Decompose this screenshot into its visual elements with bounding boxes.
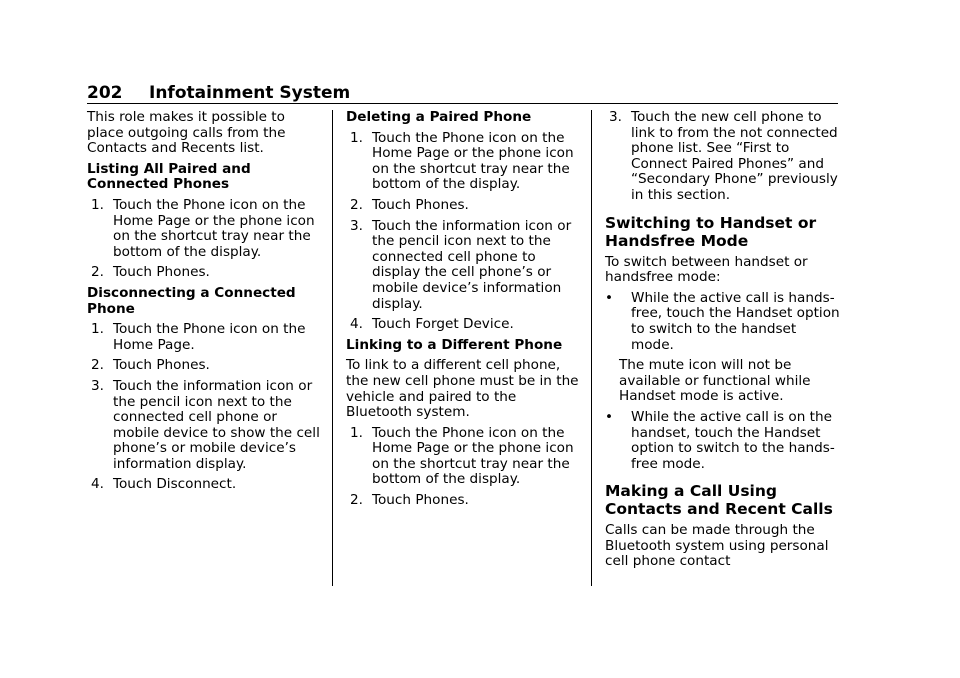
step-number: 3. xyxy=(91,377,104,394)
step-text: Touch the information icon or the pencil icon next to the connected cell phone to display the cell phone’s or mobile device’s information display. xyxy=(372,217,572,312)
step-text: Touch Phones. xyxy=(113,357,210,374)
disconnecting-steps xyxy=(87,322,323,493)
list-item xyxy=(87,477,323,493)
step-text: Touch the Phone icon on the Home Page or the phone icon on the shortcut tray near the bottom of the display. xyxy=(372,129,574,193)
switching-bullets-2 xyxy=(605,410,841,472)
intro-paragraph: This role makes it possible to place outgoing calls from the Contacts and Recents list. xyxy=(87,109,286,157)
list-item xyxy=(605,291,841,353)
step-text: Touch the information icon or the pencil icon next to the connected cell phone or mobile device to show the cell phone’s or mobile device’s information display. xyxy=(113,377,320,472)
list-item xyxy=(346,317,582,333)
list-item xyxy=(87,265,323,281)
column-3 xyxy=(605,110,841,575)
step-number: 3. xyxy=(609,109,622,125)
step-number: 1. xyxy=(350,129,363,146)
bullet-icon: • xyxy=(605,289,614,306)
bullet-text: While the active call is on the handset, touch the Handset option to switch to the hands-free mode. xyxy=(631,408,835,472)
list-item xyxy=(87,379,323,473)
switching-bullets xyxy=(605,291,841,353)
step-text: Touch the Phone icon on the Home Page or the phone icon on the shortcut tray near the bottom of the display. xyxy=(372,424,574,488)
making-heading: Making a Call Using Contacts and Recent Calls xyxy=(605,482,833,519)
step-number: 2. xyxy=(350,196,363,213)
step-number: 1. xyxy=(91,321,104,338)
deleting-steps xyxy=(346,131,582,333)
list-item xyxy=(346,219,582,313)
list-item xyxy=(346,198,582,214)
step-number: 2. xyxy=(350,492,363,509)
column-2 xyxy=(346,110,582,514)
step-number: 2. xyxy=(91,264,104,281)
column-divider-1 xyxy=(332,110,333,586)
page-title: Infotainment System xyxy=(149,83,351,103)
step-text: Touch the Phone icon on the Home Page. xyxy=(113,321,306,353)
list-item xyxy=(346,131,582,193)
header-rule xyxy=(87,103,838,104)
listing-heading: Listing All Paired and Connected Phones xyxy=(87,160,251,193)
list-item xyxy=(87,322,323,353)
bullet-text: While the active call is hands-free, touch the Handset option to switch to the handset mode. xyxy=(631,289,840,353)
step-text: Touch Phones. xyxy=(372,492,469,509)
step-text: Touch Phones. xyxy=(113,264,210,281)
step-text: Touch the new cell phone to link to from the not connected phone list. See “First to Connect Paired Phones” and “Secondary Phone” previously in this section. xyxy=(631,109,838,203)
mute-note: The mute icon will not be available or functional while Handset mode is active. xyxy=(619,357,811,405)
disconnecting-heading: Disconnecting a Connected Phone xyxy=(87,284,296,317)
step-number: 4. xyxy=(91,476,104,493)
step-text: Touch Disconnect. xyxy=(113,476,237,493)
step-text: Touch Forget Device. xyxy=(372,316,514,333)
making-intro: Calls can be made through the Bluetooth system using personal cell phone contact xyxy=(605,522,829,570)
column-1 xyxy=(87,110,323,498)
switching-intro: To switch between handset or handsfree mode: xyxy=(605,253,808,286)
column-divider-2 xyxy=(591,110,592,586)
step-number: 1. xyxy=(350,424,363,441)
step-number: 3. xyxy=(350,217,363,234)
linking-steps xyxy=(346,426,582,509)
step-number: 1. xyxy=(91,196,104,213)
step-number: 4. xyxy=(350,316,363,333)
step-text: Touch Phones. xyxy=(372,196,469,213)
list-item xyxy=(87,198,323,260)
linking-steps-continued xyxy=(605,110,841,204)
switching-heading: Switching to Handset or Handsfree Mode xyxy=(605,213,817,250)
listing-steps xyxy=(87,198,323,281)
linking-heading: Linking to a Different Phone xyxy=(346,336,563,353)
deleting-heading: Deleting a Paired Phone xyxy=(346,109,532,125)
page-header xyxy=(87,82,838,104)
list-item xyxy=(346,493,582,509)
list-item xyxy=(87,358,323,374)
step-text: Touch the Phone icon on the Home Page or the phone icon on the shortcut tray near the bottom of the display. xyxy=(113,196,315,260)
step-number: 2. xyxy=(91,357,104,374)
list-item xyxy=(605,110,841,204)
page-number: 202 xyxy=(87,83,123,103)
list-item xyxy=(605,410,841,472)
list-item xyxy=(346,426,582,488)
linking-intro: To link to a different cell phone, the new cell phone must be in the vehicle and paired to the Bluetooth system. xyxy=(346,357,579,421)
bullet-icon: • xyxy=(605,408,614,425)
